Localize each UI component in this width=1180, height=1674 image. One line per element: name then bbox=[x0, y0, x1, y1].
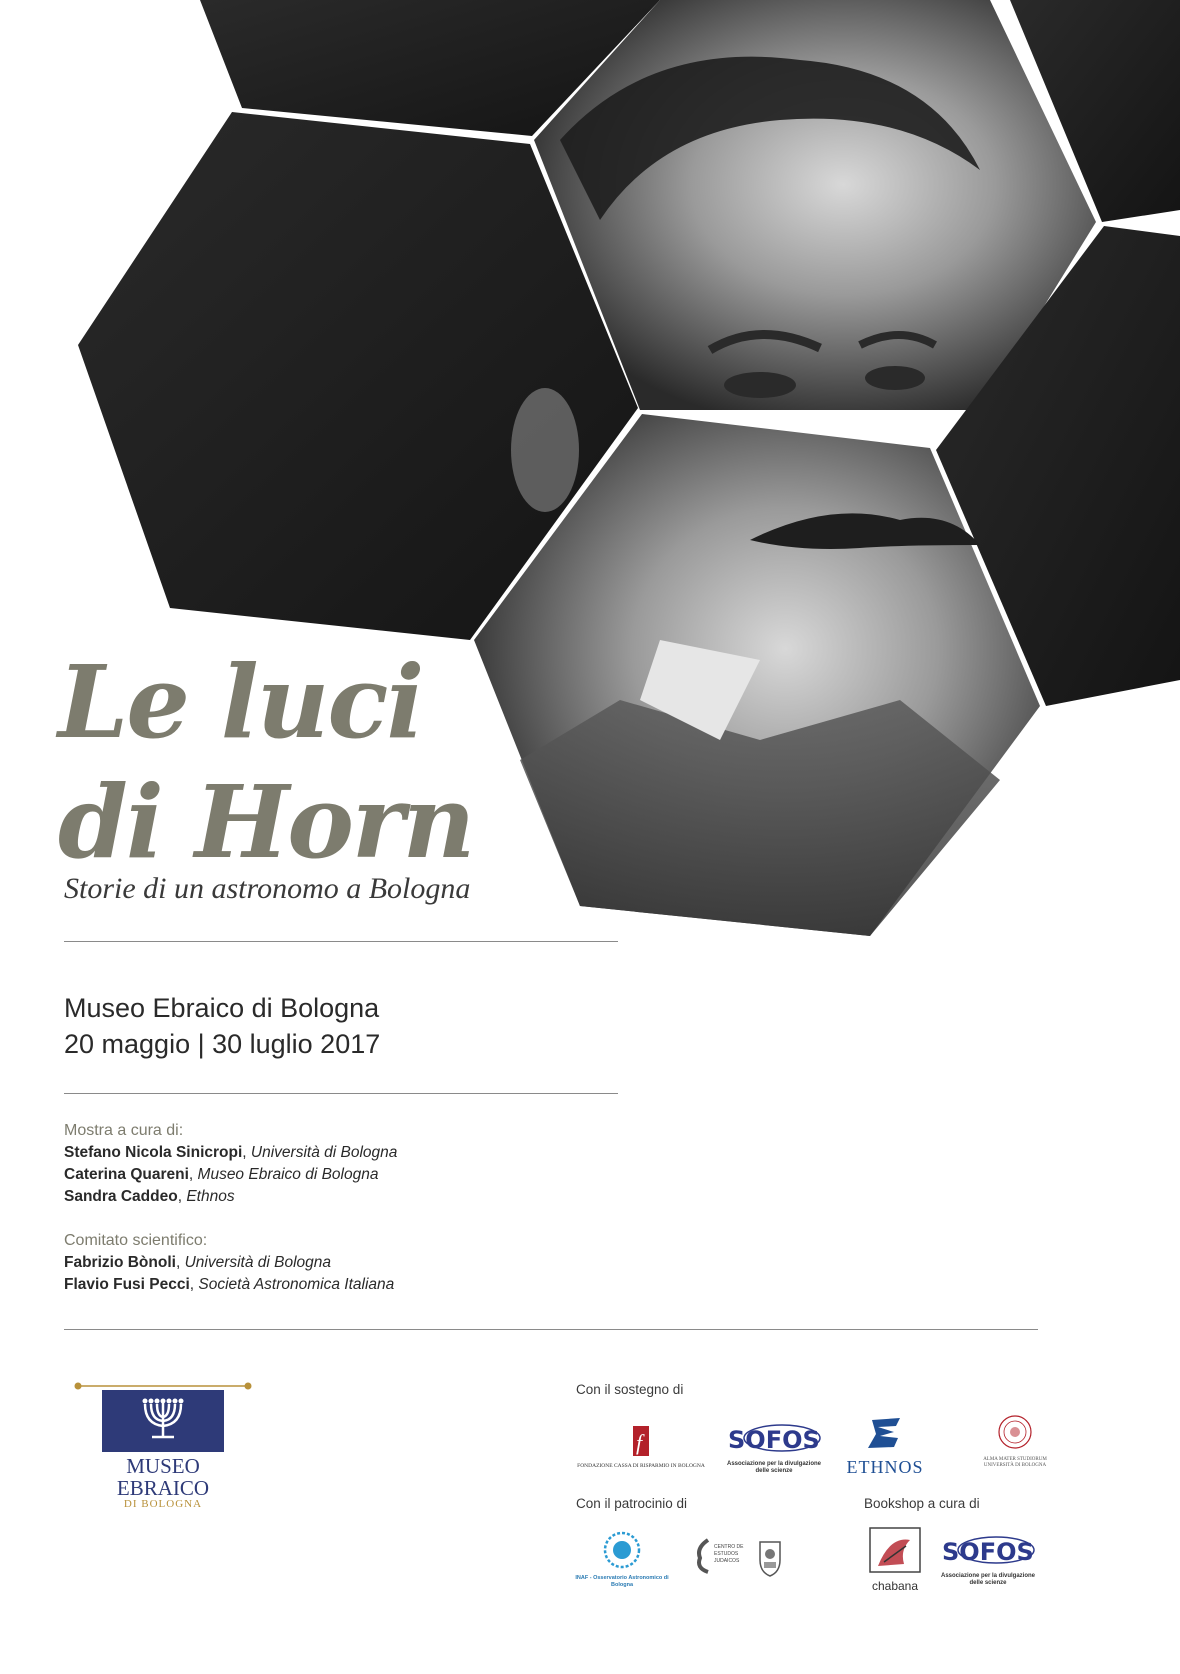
ear-shape bbox=[511, 388, 579, 512]
sofos-orbit-icon-2 bbox=[938, 1532, 1038, 1568]
patronage-heading: Con il patrocinio di bbox=[576, 1496, 688, 1511]
ethnos-text: ETHNOS bbox=[846, 1457, 924, 1477]
museo-logo-line-1: MUSEO bbox=[126, 1454, 200, 1478]
fondazione-logo bbox=[574, 1424, 708, 1468]
curators-block bbox=[64, 1120, 397, 1208]
committee-block bbox=[64, 1230, 394, 1296]
exhibition-dates: 20 maggio | 30 luglio 2017 bbox=[64, 1029, 381, 1059]
museo-logo-line-2: EBRAICO bbox=[116, 1476, 210, 1500]
curator-row: Stefano Nicola Sinicropi, Università di Bologna bbox=[64, 1144, 398, 1161]
sofos-logo-bookshop bbox=[938, 1532, 1038, 1586]
poster-subtitle: Storie di un astronomo a Bologna bbox=[64, 872, 471, 905]
museo-logo-line-3: DI BOLOGNA bbox=[123, 1498, 203, 1510]
sofos-tagline: Associazione per la divulgazione delle scienze bbox=[726, 1461, 822, 1474]
chabana-bird-icon bbox=[864, 1526, 926, 1574]
unibo-seal-icon bbox=[980, 1414, 1050, 1452]
inaf-text: INAF - Osservatorio Astronomico di Bologna bbox=[575, 1575, 669, 1588]
bookshop-heading: Bookshop a cura di bbox=[864, 1496, 980, 1511]
divider-1 bbox=[64, 941, 618, 942]
venue-name: Museo Ebraico di Bologna bbox=[64, 993, 380, 1023]
chabana-text: chabana bbox=[871, 1579, 919, 1593]
ethnos-e-icon bbox=[844, 1414, 926, 1452]
curator-row: Sandra Caddeo, Ethnos bbox=[64, 1188, 235, 1205]
menorah-icon bbox=[102, 1390, 224, 1452]
svg-text:SOFOS: SOFOS bbox=[942, 1538, 1034, 1566]
curators-heading: Mostra a cura di: bbox=[64, 1122, 184, 1139]
unibo-text: ALMA MATER STUDIORUM UNIVERSITÀ DI BOLOGNA bbox=[983, 1457, 1047, 1468]
title-line-1: Le luci bbox=[58, 643, 423, 761]
curator-row: Caterina Quareni, Museo Ebraico di Bologna bbox=[64, 1166, 379, 1183]
committee-heading: Comitato scientifico: bbox=[64, 1232, 208, 1249]
fondazione-text: FONDAZIONE CASSA DI RISPARMIO IN BOLOGNA bbox=[577, 1463, 705, 1469]
museo-ebraico-logo bbox=[102, 1390, 224, 1510]
fondazione-f-icon bbox=[574, 1424, 708, 1458]
divider-2 bbox=[64, 1093, 618, 1094]
sofos-logo-support bbox=[724, 1420, 824, 1474]
poster-title bbox=[58, 642, 473, 882]
svg-text:f: f bbox=[636, 1430, 643, 1455]
crest-icon bbox=[756, 1538, 784, 1578]
museo-logo-banner bbox=[102, 1390, 224, 1452]
sofos-tagline-2: Associazione per la divulgazione delle scienze bbox=[940, 1573, 1036, 1586]
inaf-logo bbox=[572, 1530, 672, 1586]
centro-estudos-logo bbox=[694, 1538, 750, 1582]
left-eye-shape bbox=[724, 372, 796, 398]
ethnos-logo bbox=[844, 1414, 926, 1477]
sofos-orbit-icon bbox=[724, 1420, 824, 1456]
svg-text:SOFOS: SOFOS bbox=[728, 1426, 820, 1454]
divider-3 bbox=[64, 1329, 1038, 1330]
unibo-logo bbox=[980, 1414, 1050, 1470]
centro-estudos-icon bbox=[694, 1538, 714, 1574]
centro-estudos-text: CENTRO DE ESTUDOS JUDAICOS bbox=[714, 1544, 744, 1564]
right-eye-shape bbox=[865, 366, 925, 390]
chabana-logo bbox=[864, 1526, 926, 1592]
committee-row: Fabrizio Bònoli, Università di Bologna bbox=[64, 1254, 332, 1271]
inaf-circle-icon bbox=[572, 1530, 672, 1570]
support-heading: Con il sostegno di bbox=[576, 1382, 684, 1397]
title-line-2: di Horn bbox=[58, 763, 474, 881]
committee-row: Flavio Fusi Pecci, Società Astronomica Italiana bbox=[64, 1276, 395, 1293]
venue-block bbox=[64, 990, 380, 1062]
